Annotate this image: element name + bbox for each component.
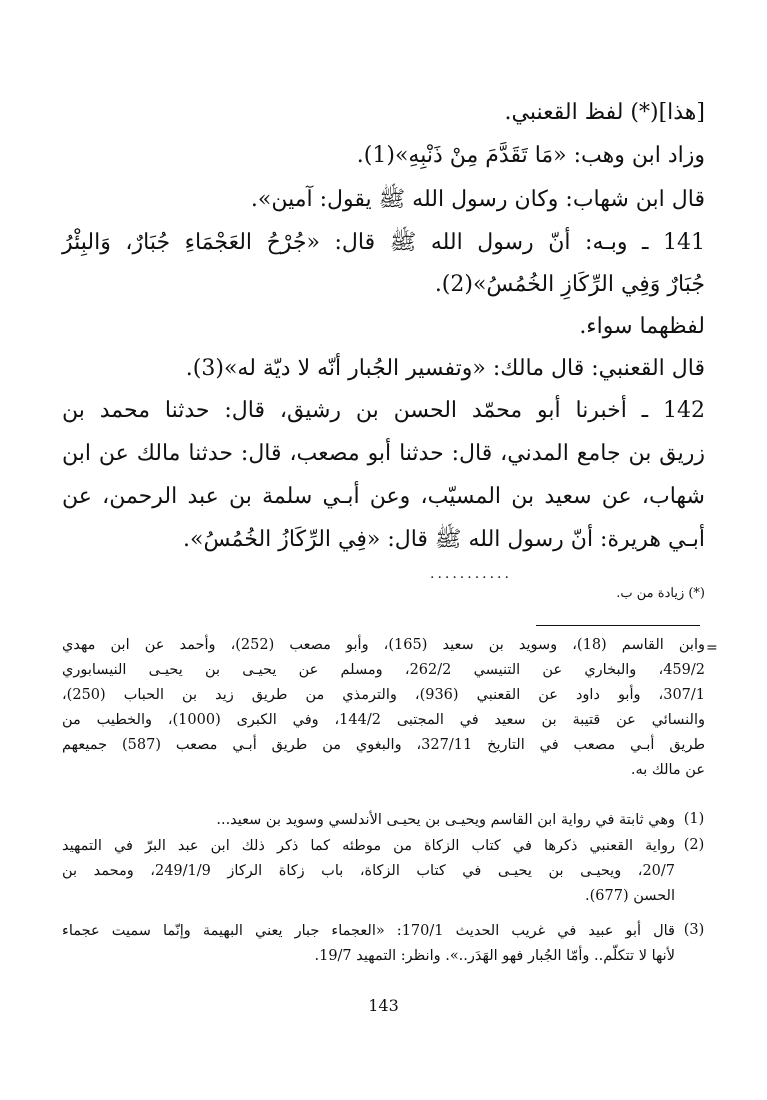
footnote-line: والنسائي عن قتيبة بن سعيد في المجتبى 144/2، وفي الكبرى (1000)، والخطيب من — [62, 712, 705, 728]
footnote-number: (1) — [683, 811, 705, 827]
footnote-line: طريق أبـي مصعب في التاريخ 327/11، والبغوي من طريق أبـي مصعب (587) جميعهم — [62, 737, 705, 753]
body-line: وزاد ابن وهب: «مَا تَقَدَّمَ مِنْ ذَنْبِهِ»(1). — [356, 143, 705, 168]
footnote-line: 20/7، ويحيـى بن يحيـى في كتاب الزكاة، باب زكاة الركاز 249/1/9، ومحمد بن — [62, 863, 675, 879]
body-line: جُبَارٌ وَفِي الرِّكَازِ الخُمُسُ»(2). — [434, 272, 705, 297]
body-line: قال ابن شهاب: وكان رسول الله ﷺ يقول: آمين». — [250, 187, 705, 212]
body-line: قال القعنبي: قال مالك: «وتفسير الجُبار أنّه لا ديّة له»(3). — [185, 356, 705, 381]
dotted-separator: ........... — [430, 566, 512, 582]
footnote-line: رواية القعنبي ذكرها في كتاب الزكاة من موطئه كما ذكر ذلك ابن عبد البرّ في التمهيد — [62, 838, 675, 854]
editor-margin-note: (*) زيادة من ب. — [616, 586, 705, 601]
footnote-number: (2) — [683, 837, 705, 853]
footnote-separator-rule — [536, 625, 700, 626]
body-line: زريق بن جامع المدني، قال: حدثنا أبو مصعب، قال: حدثنا مالك عن ابن — [62, 441, 705, 466]
footnote-line: عن مالك به. — [630, 762, 705, 778]
page-number: 143 — [368, 996, 399, 1015]
footnote-line: وابن القاسم (18)، وسويد بن سعيد (165)، وأبو مصعب (252)، وأحمد عن ابن مهدي — [62, 637, 705, 653]
footnote-line: قال أبو عبيد في غريب الحديث 170/1: «العجماء جبار يعني البهيمة وإنّما سميت عجماء — [62, 923, 675, 939]
footnote-number: (3) — [683, 922, 705, 938]
body-line: [هذا](*) لفظ القعنبي. — [504, 100, 705, 125]
body-line: 142 ـ أخبرنا أبو محمّد الحسن بن رشيق، قال: حدثنا محمد بن — [62, 398, 705, 423]
body-line: 141 ـ وبـه: أنّ رسول الله ﷺ قال: «جُرْحُ العَجْمَاءِ جُبَارٌ، وَالبِئْرُ — [62, 230, 705, 255]
footnote-line: 307/1، وأبو داود عن القعنبي (936)، والترمذي من طريق زيد بن الحباب (250)، — [62, 687, 706, 703]
footnote-line: الحسن (677). — [584, 888, 675, 904]
body-line: لفظهما سواء. — [579, 314, 705, 339]
footnote-line: وهي ثابتة في رواية ابن القاسم ويحيـى بن يحيـى الأندلسي وسويد بن سعيد... — [216, 812, 675, 828]
footnote-line: 459/2، والبخاري عن التنيسي 262/2، ومسلم عن يحيـى بن يحيـى النيسابوري — [62, 662, 705, 678]
continuation-marker: = — [706, 640, 718, 656]
body-line: أبـي هريرة: أنّ رسول الله ﷺ قال: «فِي الرِّكَازُ الخُمُسُ». — [183, 527, 705, 552]
body-line: شهاب، عن سعيد بن المسيّب، وعن أبـي سلمة بن عبد الرحمن، عن — [62, 484, 705, 509]
footnote-line: لأنها لا تتكلّم.. وأمّا الجُبار فهو الهَدَر..». وانظر: التمهيد 19/7. — [314, 948, 675, 964]
